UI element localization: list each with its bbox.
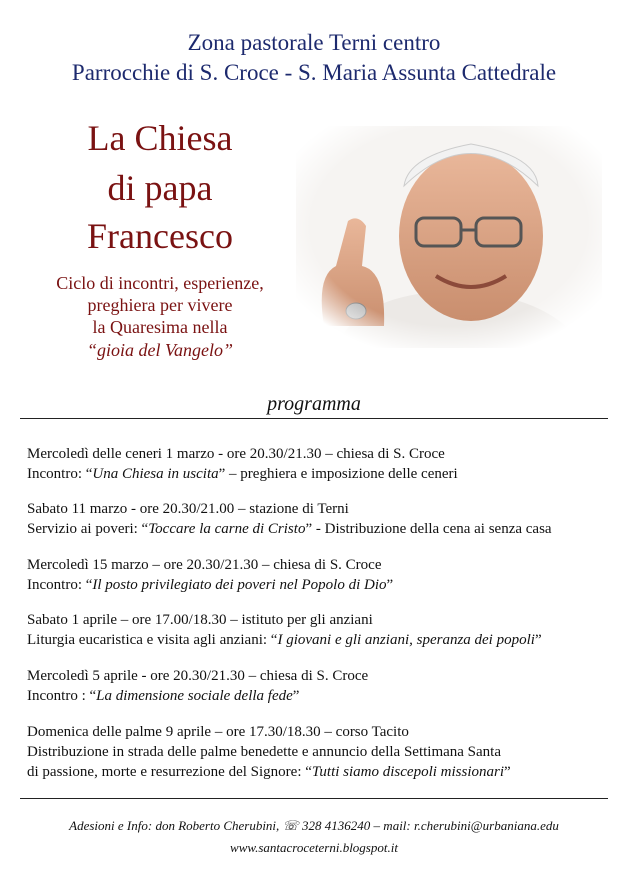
program-heading: programma	[267, 393, 361, 415]
event-1-line-2: Incontro: “Una Chiesa in uscita” – preghiera e imposizione delle ceneri	[27, 466, 458, 482]
divider-bottom	[20, 798, 608, 799]
event-2-line-2: Servizio ai poveri: “Toccare la carne di Cristo” - Distribuzione della cena ai senza casa	[27, 521, 552, 537]
pope-photo	[296, 126, 602, 348]
subtitle-line-1: Ciclo di incontri, esperienze,	[56, 273, 264, 293]
event-3-line-1: Mercoledì 15 marzo – ore 20.30/21.30 – chiesa di S. Croce	[27, 557, 382, 573]
contact-info: Adesioni e Info: don Roberto Cherubini, ☏ 328 4136240 – mail: r.cherubini@urbaniana.edu	[69, 818, 559, 833]
event-4-line-1: Sabato 1 aprile – ore 17.00/18.30 – istituto per gli anziani	[27, 612, 373, 628]
divider-top	[20, 418, 608, 419]
event-2-line-1: Sabato 11 marzo - ore 20.30/21.00 – stazione di Terni	[27, 501, 349, 517]
event-6-line-2: Distribuzione in strada delle palme benedette e annuncio della Settimana Santa	[27, 744, 502, 760]
event-6-line-1: Domenica delle palme 9 aprile – ore 17.30/18.30 – corso Tacito	[27, 724, 409, 740]
event-5-line-1: Mercoledì 5 aprile - ore 20.30/21.30 – chiesa di S. Croce	[27, 668, 369, 684]
event-6-line-3: di passione, morte e resurrezione del Signore: “Tutti siamo discepoli missionari”	[27, 764, 511, 780]
title-line-2: di papa	[107, 168, 213, 208]
subtitle-line-2: preghiera per vivere	[87, 295, 233, 315]
subtitle-line-3: la Quaresima nella	[92, 317, 228, 337]
event-3-line-2: Incontro: “Il posto privilegiato dei poveri nel Popolo di Dio”	[27, 577, 394, 593]
title-line-1: La Chiesa	[87, 118, 233, 158]
header-line-2: Parrocchie di S. Croce - S. Maria Assunta Cattedrale	[71, 60, 557, 85]
event-1-line-1: Mercoledì delle ceneri 1 marzo - ore 20.30/21.30 – chiesa di S. Croce	[27, 446, 445, 462]
title-line-3: Francesco	[87, 216, 233, 256]
website-link[interactable]: www.santacroceterni.blogspot.it	[230, 840, 398, 855]
subtitle-line-4: “gioia del Vangelo”	[86, 340, 233, 360]
header-line-1: Zona pastorale Terni centro	[187, 30, 441, 55]
event-5-line-2: Incontro : “La dimensione sociale della fede”	[27, 688, 300, 704]
event-4-line-2: Liturgia eucaristica e visita agli anziani: “I giovani e gli anziani, speranza dei popoli”	[27, 632, 542, 648]
